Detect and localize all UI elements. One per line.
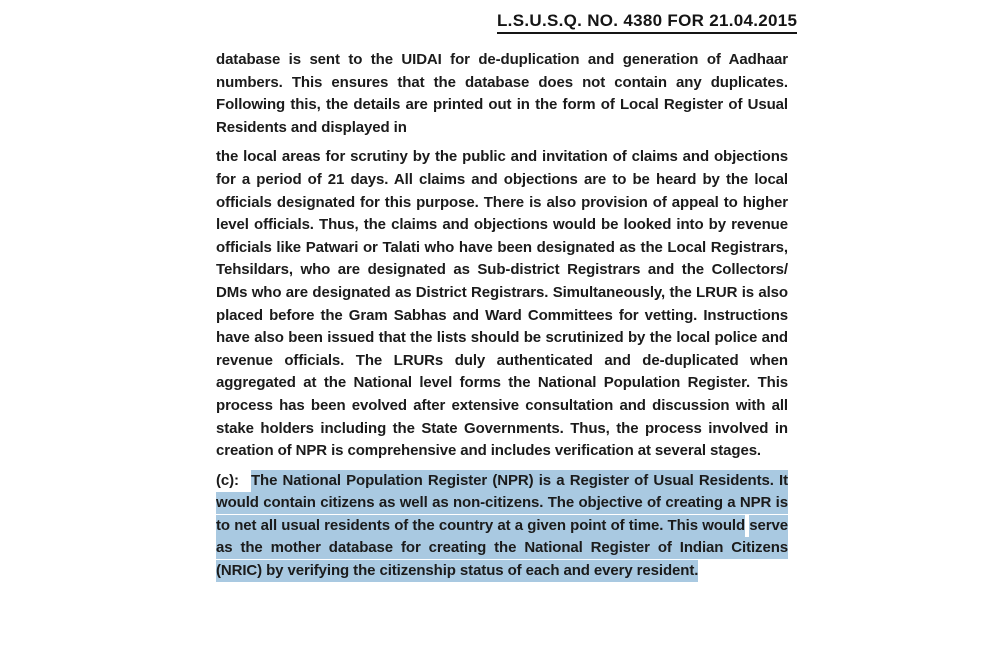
document-body [216, 49, 788, 590]
clause-label: (c): [216, 471, 239, 489]
selected-text-segment-2: serve as the mother database for creating the National Register of Indian Citizens (NRIC) by verifying the citizenship status of each and every resident. [216, 515, 788, 582]
paragraph-2: the local areas for scrutiny by the public and invitation of claims and objections for a period of 21 days. All claims and objections are to be heard by the local officials designated for this purpose. There is also provision of appeal to higher level officials. Thus, the claims and objections would be looked into by revenue officials like Patwari or Talati who have been designated as the Local Registrars, Tehsildars, who are designated as Sub-district Registrars and the Collectors/ DMs who are designated as District Registrars. Simultaneously, the LRUR is also placed before the Gram Sabhas and Ward Committees for vetting. Instructions have also been issued that the lists should be scrutinized by the local police and revenue officials. The LRURs duly authenticated and de-duplicated when aggregated at the National level forms the National Population Register. This process has been evolved after extensive consultation and discussion with all stake holders including the State Governments. Thus, the process involved in creation of NPR is comprehensive and includes verification at several stages. [216, 148, 788, 460]
paragraph-3-clause-c [216, 470, 788, 583]
paragraph-1: database is sent to the UIDAI for de-duplication and generation of Aadhaar numbers. This ensures that the database does not contain any duplicates. Following this, the details are printed out in the form of Local Register of Usual Residents and displayed in [216, 51, 788, 136]
document-title: L.S.U.S.Q. NO. 4380 FOR 21.04.2015 [497, 11, 797, 34]
selected-text-segment-1: The National Population Register (NPR) is a Register of Usual Residents. It would contain citizens as well as non-citizens. The objective of creating a NPR is to net all usual residents of the country at a given point of time. This would [216, 470, 788, 537]
